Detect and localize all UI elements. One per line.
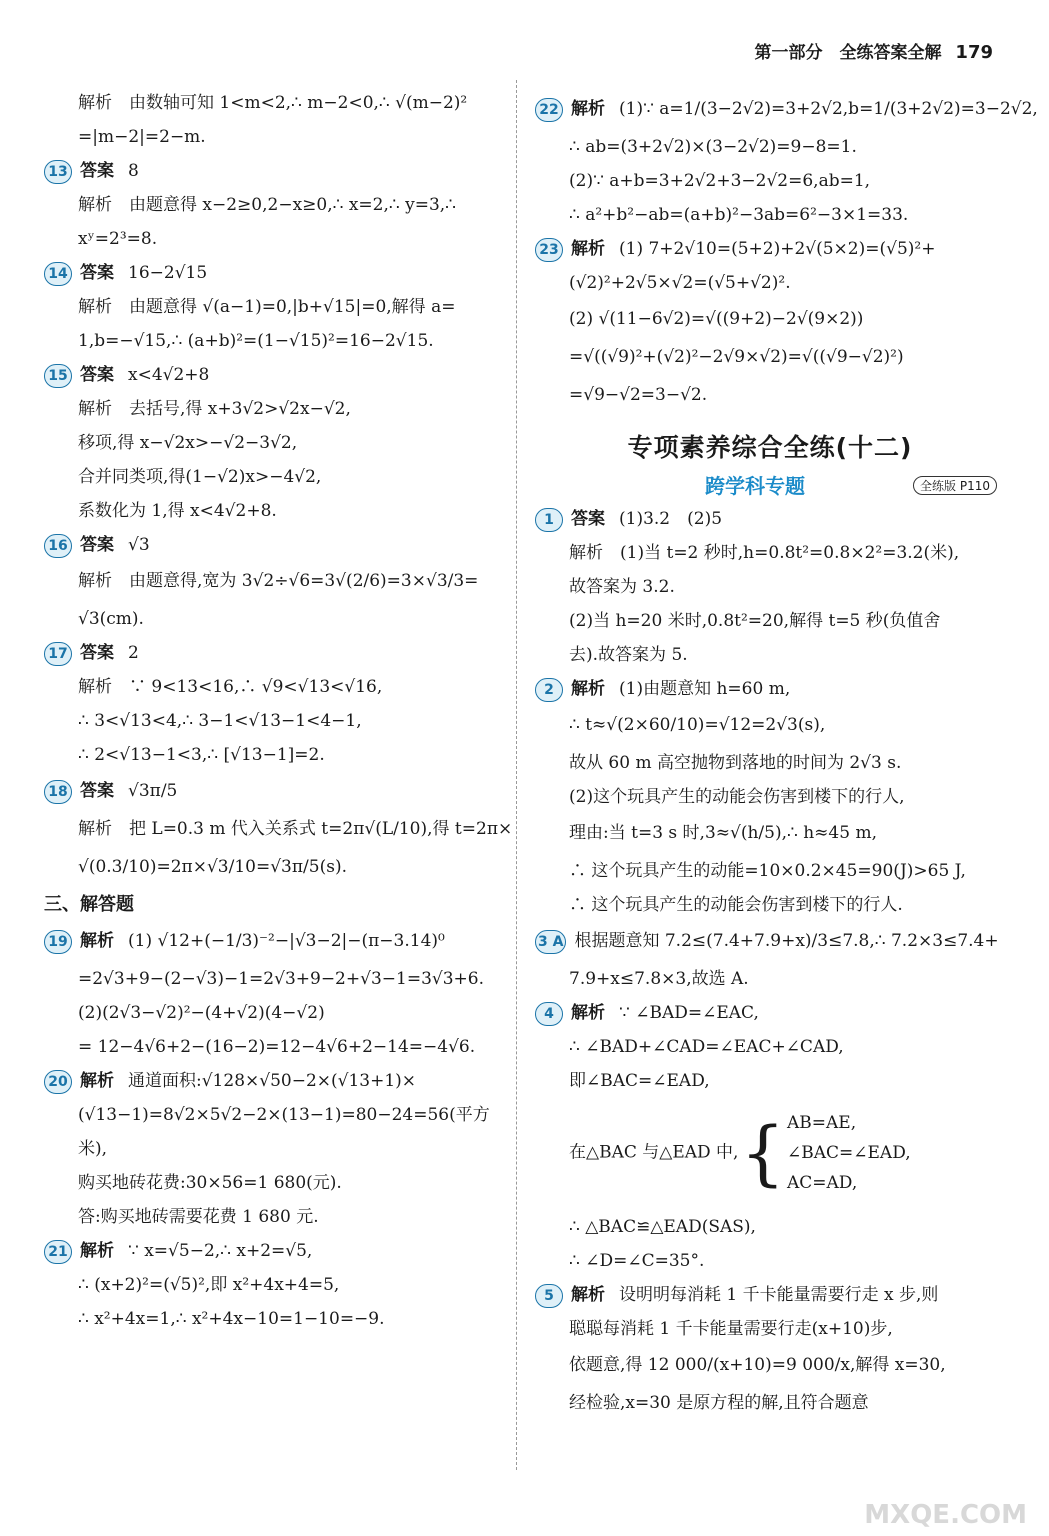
solution-line <box>44 156 504 186</box>
question-number-badge: 19 <box>44 930 72 954</box>
line-text: 设明明每消耗 1 千卡能量需要行走 x 步,则 <box>619 1285 939 1305</box>
line-text: (2)这个玩具产生的动能会伤害到楼下的行人, <box>569 787 905 807</box>
line-text: = 12−4√6+2−(16−2)=12−4√6+2−14=−4√6. <box>78 1037 476 1057</box>
solution-line <box>44 1236 504 1266</box>
question-number-badge: 14 <box>44 262 72 286</box>
solution-line <box>44 814 513 844</box>
line-text: 解析 去括号,得 x+3√2>√2x−√2, <box>78 399 351 419</box>
solution-line <box>535 890 1005 920</box>
line-text: ∴ ab=(3+2√2)×(3−2√2)=9−8=1. <box>569 137 857 157</box>
solution-line <box>535 268 1005 298</box>
solution-line <box>44 1134 504 1164</box>
solution-line <box>44 530 504 560</box>
answer-label: 解析 <box>571 679 605 699</box>
solution-line <box>535 606 1005 636</box>
solution-line <box>535 1032 1005 1062</box>
line-text: ∴ (x+2)²=(√5)²,即 x²+4x+4=5, <box>78 1275 340 1295</box>
line-text: ∴ △BAC≌△EAD(SAS), <box>569 1217 756 1237</box>
line-text: 通道面积:√128×√50−2×(√13+1)× <box>128 1071 417 1091</box>
line-text: 7.9+x≤7.8×3,故选 A. <box>569 969 749 989</box>
brace-symbol: { <box>740 1112 785 1194</box>
line-text: 解析 (1)当 t=2 秒时,h=0.8t²=0.8×2²=3.2(米), <box>569 543 960 563</box>
line-text: (1) √12+(−1/3)⁻²−|√3−2|−(π−3.14)⁰ <box>128 931 445 951</box>
line-text: 依题意,得 12 000/(x+10)=9 000/x,解得 x=30, <box>569 1355 946 1375</box>
solution-line <box>535 1280 1005 1310</box>
line-text: (2)当 h=20 米时,0.8t²=20,解得 t=5 秒(负值舍 <box>569 611 941 631</box>
line-text: 购买地砖花费:30×56=1 680(元). <box>78 1173 342 1193</box>
solution-line <box>535 674 1005 704</box>
solution-line <box>535 572 1005 602</box>
line-text: (√13−1)=8√2×5√2−2×(13−1)=80−24=56(平方 <box>78 1105 490 1125</box>
line-text: √(0.3/10)=2π×√3/10=√3π/5(s). <box>78 857 347 877</box>
solution-line <box>535 304 1005 334</box>
solution-line <box>535 132 1005 162</box>
solution-line <box>535 640 1005 670</box>
solution-line <box>535 710 1005 740</box>
line-text: √3π/5 <box>128 781 178 801</box>
solution-line <box>44 292 504 322</box>
left-column <box>44 88 513 1338</box>
solution-line <box>44 998 504 1028</box>
line-text: (1)3.2 (2)5 <box>619 509 723 529</box>
answer-label: 答案 <box>80 643 114 663</box>
line-text: (2)(2√3−√2)²−(4+√2)(4−√2) <box>78 1003 325 1023</box>
solution-line <box>535 1314 1005 1344</box>
solution-line <box>44 604 504 634</box>
question-number-badge: 17 <box>44 642 72 666</box>
question-number-badge: 23 <box>535 238 563 262</box>
line-text: 8 <box>128 161 139 181</box>
solution-line <box>44 258 504 288</box>
solution-line <box>535 964 1005 994</box>
solution-line <box>535 818 1005 848</box>
line-text: =2√3+9−(2−√3)−1=2√3+9−2+√3−1=3√3+6. <box>78 969 484 989</box>
page-header <box>755 38 994 63</box>
line-text: (1)由题意知 h=60 m, <box>619 679 791 699</box>
question-number-badge: 1 <box>535 508 563 532</box>
solution-line <box>44 1066 504 1096</box>
line-text: 解析 把 L=0.3 m 代入关系式 t=2π√(L/10),得 t=2π× <box>78 819 513 839</box>
line-text: ∴ ∠D=∠C=35°. <box>569 1251 705 1271</box>
line-text: 解析 由数轴可知 1<m<2,∴ m−2<0,∴ √(m−2)² <box>78 93 468 113</box>
solution-line <box>44 926 504 956</box>
solution-line <box>535 1388 1005 1418</box>
answer-label: 答案 <box>80 365 114 385</box>
solution-line <box>44 740 504 770</box>
line-text: (1) 7+2√10=(5+2)+2√(5×2)=(√5)²+ <box>619 239 936 259</box>
solution-line <box>44 706 504 736</box>
line-text: 故从 60 m 高空抛物到落地的时间为 2√3 s. <box>569 753 902 773</box>
page-number: 179 <box>955 42 993 63</box>
line-text: ∴ ∠BAD+∠CAD=∠EAC+∠CAD, <box>569 1037 844 1057</box>
answer-label: 答案 <box>80 781 114 801</box>
solution-line <box>44 1032 504 1062</box>
solution-line <box>535 748 1005 778</box>
solution-line <box>44 462 504 492</box>
line-text: 根据题意知 7.2≤(7.4+7.9+x)/3≤7.8,∴ 7.2×3≤7.4+ <box>574 931 999 951</box>
line-text: 解析 由题意得 x−2≥0,2−x≥0,∴ x=2,∴ y=3,∴ <box>78 195 457 215</box>
solution-line <box>44 224 504 254</box>
solution-line <box>44 852 504 882</box>
solution-line <box>44 1168 504 1198</box>
line-text: 故答案为 3.2. <box>569 577 675 597</box>
line-text: ∴ x²+4x=1,∴ x²+4x−10=1−10=−9. <box>78 1309 385 1329</box>
question-number-badge: 15 <box>44 364 72 388</box>
solution-line <box>44 1304 504 1334</box>
system-row: ∠BAC=∠EAD, <box>787 1143 911 1163</box>
answer-label: 解析 <box>571 1285 605 1305</box>
solution-line <box>535 538 1005 568</box>
solution-line <box>44 1202 504 1232</box>
answer-label: 答案 <box>571 509 605 529</box>
answer-label: 解析 <box>571 239 605 259</box>
line-text: ∴ t≈√(2×60/10)=√12=2√3(s), <box>569 715 826 735</box>
solution-line <box>535 234 1005 264</box>
answer-label: 解析 <box>571 1003 605 1023</box>
line-text: 米), <box>78 1139 108 1159</box>
line-text: 解析 由题意得,宽为 3√2÷√6=3√(2/6)=3×√3/3= <box>78 571 479 591</box>
answer-label: 答案 <box>80 263 114 283</box>
question-number-badge: 4 <box>535 1002 563 1026</box>
solution-line <box>535 1246 1005 1276</box>
line-text: 经检验,x=30 是原方程的解,且符合题意 <box>569 1393 869 1413</box>
question-number-badge: 5 <box>535 1284 563 1308</box>
system-row: AB=AE, <box>787 1113 857 1133</box>
line-text: (2)∵ a+b=3+2√2+3−2√2=6,ab=1, <box>569 171 871 191</box>
line-text: 即∠BAC=∠EAD, <box>569 1071 710 1091</box>
solution-line <box>44 326 504 356</box>
line-text: =√9−√2=3−√2. <box>569 385 708 405</box>
page-reference-badge: 全练版 P110 <box>913 476 997 495</box>
solution-line <box>44 360 504 390</box>
system-row: AC=AD, <box>787 1173 858 1193</box>
line-text: √3 <box>128 535 150 555</box>
line-text: 系数化为 1,得 x<4√2+8. <box>78 501 277 521</box>
question-number-badge: 20 <box>44 1070 72 1094</box>
line-text: (2) √(11−6√2)=√((9+2)−2√(9×2)) <box>569 309 864 329</box>
question-number-badge: 3 A <box>535 930 566 954</box>
line-text: ∴ 2<√13−1<3,∴ [√13−1]=2. <box>78 745 325 765</box>
question-number-badge: 21 <box>44 1240 72 1264</box>
line-text: ∴ 3<√13<4,∴ 3−1<√13−1<4−1, <box>78 711 362 731</box>
solution-line <box>44 964 504 994</box>
answer-label: 解析 <box>80 1241 114 1261</box>
answer-label: 解析 <box>571 99 605 119</box>
solution-line <box>535 200 1005 230</box>
line-text: ∵ x=√5−2,∴ x+2=√5, <box>128 1241 313 1261</box>
solution-line <box>535 782 1005 812</box>
solution-line <box>44 638 504 668</box>
line-text: ∵ ∠BAD=∠EAC, <box>619 1003 759 1023</box>
line-text: 解析 ∵ 9<13<16,∴ √9<√13<√16, <box>78 677 383 697</box>
right-column <box>535 88 1038 1422</box>
solution-line <box>44 1270 504 1300</box>
solution-line <box>44 1100 504 1130</box>
line-text: =√((√9)²+(√2)²−2√9×√2)=√((√9−√2)²) <box>569 347 904 367</box>
solution-line <box>44 88 504 118</box>
line-text: 去).故答案为 5. <box>569 645 688 665</box>
question-number-badge: 16 <box>44 534 72 558</box>
line-text: 1,b=−√15,∴ (a+b)²=(1−√15)²=16−2√15. <box>78 331 434 351</box>
question-number-badge: 13 <box>44 160 72 184</box>
solution-line <box>44 566 504 596</box>
answer-label: 解析 <box>80 1071 114 1091</box>
line-text: =|m−2|=2−m. <box>78 127 206 147</box>
solution-line <box>535 380 1005 410</box>
solution-line <box>44 122 504 152</box>
line-text: √3(cm). <box>78 609 144 629</box>
line-text: ∴ 这个玩具产生的动能会伤害到楼下的行人. <box>569 895 903 915</box>
equation-system <box>787 1108 911 1198</box>
answer-label: 答案 <box>80 161 114 181</box>
solution-line <box>535 1066 1005 1096</box>
question-number-badge: 2 <box>535 678 563 702</box>
line-text: 16−2√15 <box>128 263 208 283</box>
section-heading <box>44 890 504 920</box>
line-text: (√2)²+2√5×√2=(√5+√2)². <box>569 273 791 293</box>
line-text: ∴ a²+b²−ab=(a+b)²−3ab=6²−3×1=33. <box>569 205 909 225</box>
line-text: 理由:当 t=3 s 时,3≈√(h/5),∴ h≈45 m, <box>569 823 877 843</box>
solution-line <box>535 342 1005 372</box>
solution-line <box>44 776 504 806</box>
solution-line <box>44 428 504 458</box>
solution-line <box>44 394 504 424</box>
header-title: 第一部分 全练答案全解 <box>754 43 942 63</box>
line-text: 聪聪每消耗 1 千卡能量需要行走(x+10)步, <box>569 1319 893 1339</box>
line-text: 移项,得 x−√2x>−√2−3√2, <box>78 433 298 453</box>
solution-line <box>535 1108 1005 1198</box>
solution-line <box>44 190 504 220</box>
solution-line <box>535 504 1005 534</box>
solution-line <box>535 856 1005 886</box>
line-text: (1)∵ a=1/(3−2√2)=3+2√2,b=1/(3+2√2)=3−2√2, <box>619 99 1038 119</box>
line-text: 合并同类项,得(1−√2)x>−4√2, <box>78 467 322 487</box>
solution-line <box>44 672 504 702</box>
solution-line <box>535 926 1005 956</box>
column-divider <box>516 80 517 1470</box>
line-text: x<4√2+8 <box>128 365 210 385</box>
line-text: 答:购买地砖需要花费 1 680 元. <box>78 1207 319 1227</box>
subtitle-row <box>535 470 1005 504</box>
watermark-logo: MXQE.COM <box>864 1500 1027 1530</box>
subtitle-text: 跨学科专题 <box>705 474 805 498</box>
answer-label: 解析 <box>80 931 114 951</box>
line-text: 解析 由题意得 √(a−1)=0,|b+√15|=0,解得 a= <box>78 297 456 317</box>
line-text: 在△BAC 与△EAD 中, <box>569 1142 739 1163</box>
line-text: xʸ=2³=8. <box>78 229 158 249</box>
answer-label: 答案 <box>80 535 114 555</box>
solution-line <box>535 94 1038 124</box>
solution-line <box>535 1212 1005 1242</box>
solution-line <box>44 496 504 526</box>
solution-line <box>535 166 1005 196</box>
solution-line <box>535 998 1005 1028</box>
line-text: 2 <box>128 643 139 663</box>
question-number-badge: 22 <box>535 98 563 122</box>
solution-line <box>535 1350 1005 1380</box>
special-section-title: 专项素养综合全练(十二) <box>627 433 913 462</box>
line-text: ∴ 这个玩具产生的动能=10×0.2×45=90(J)>65 J, <box>569 861 966 881</box>
line-text: 三、解答题 <box>44 894 134 915</box>
question-number-badge: 18 <box>44 780 72 804</box>
